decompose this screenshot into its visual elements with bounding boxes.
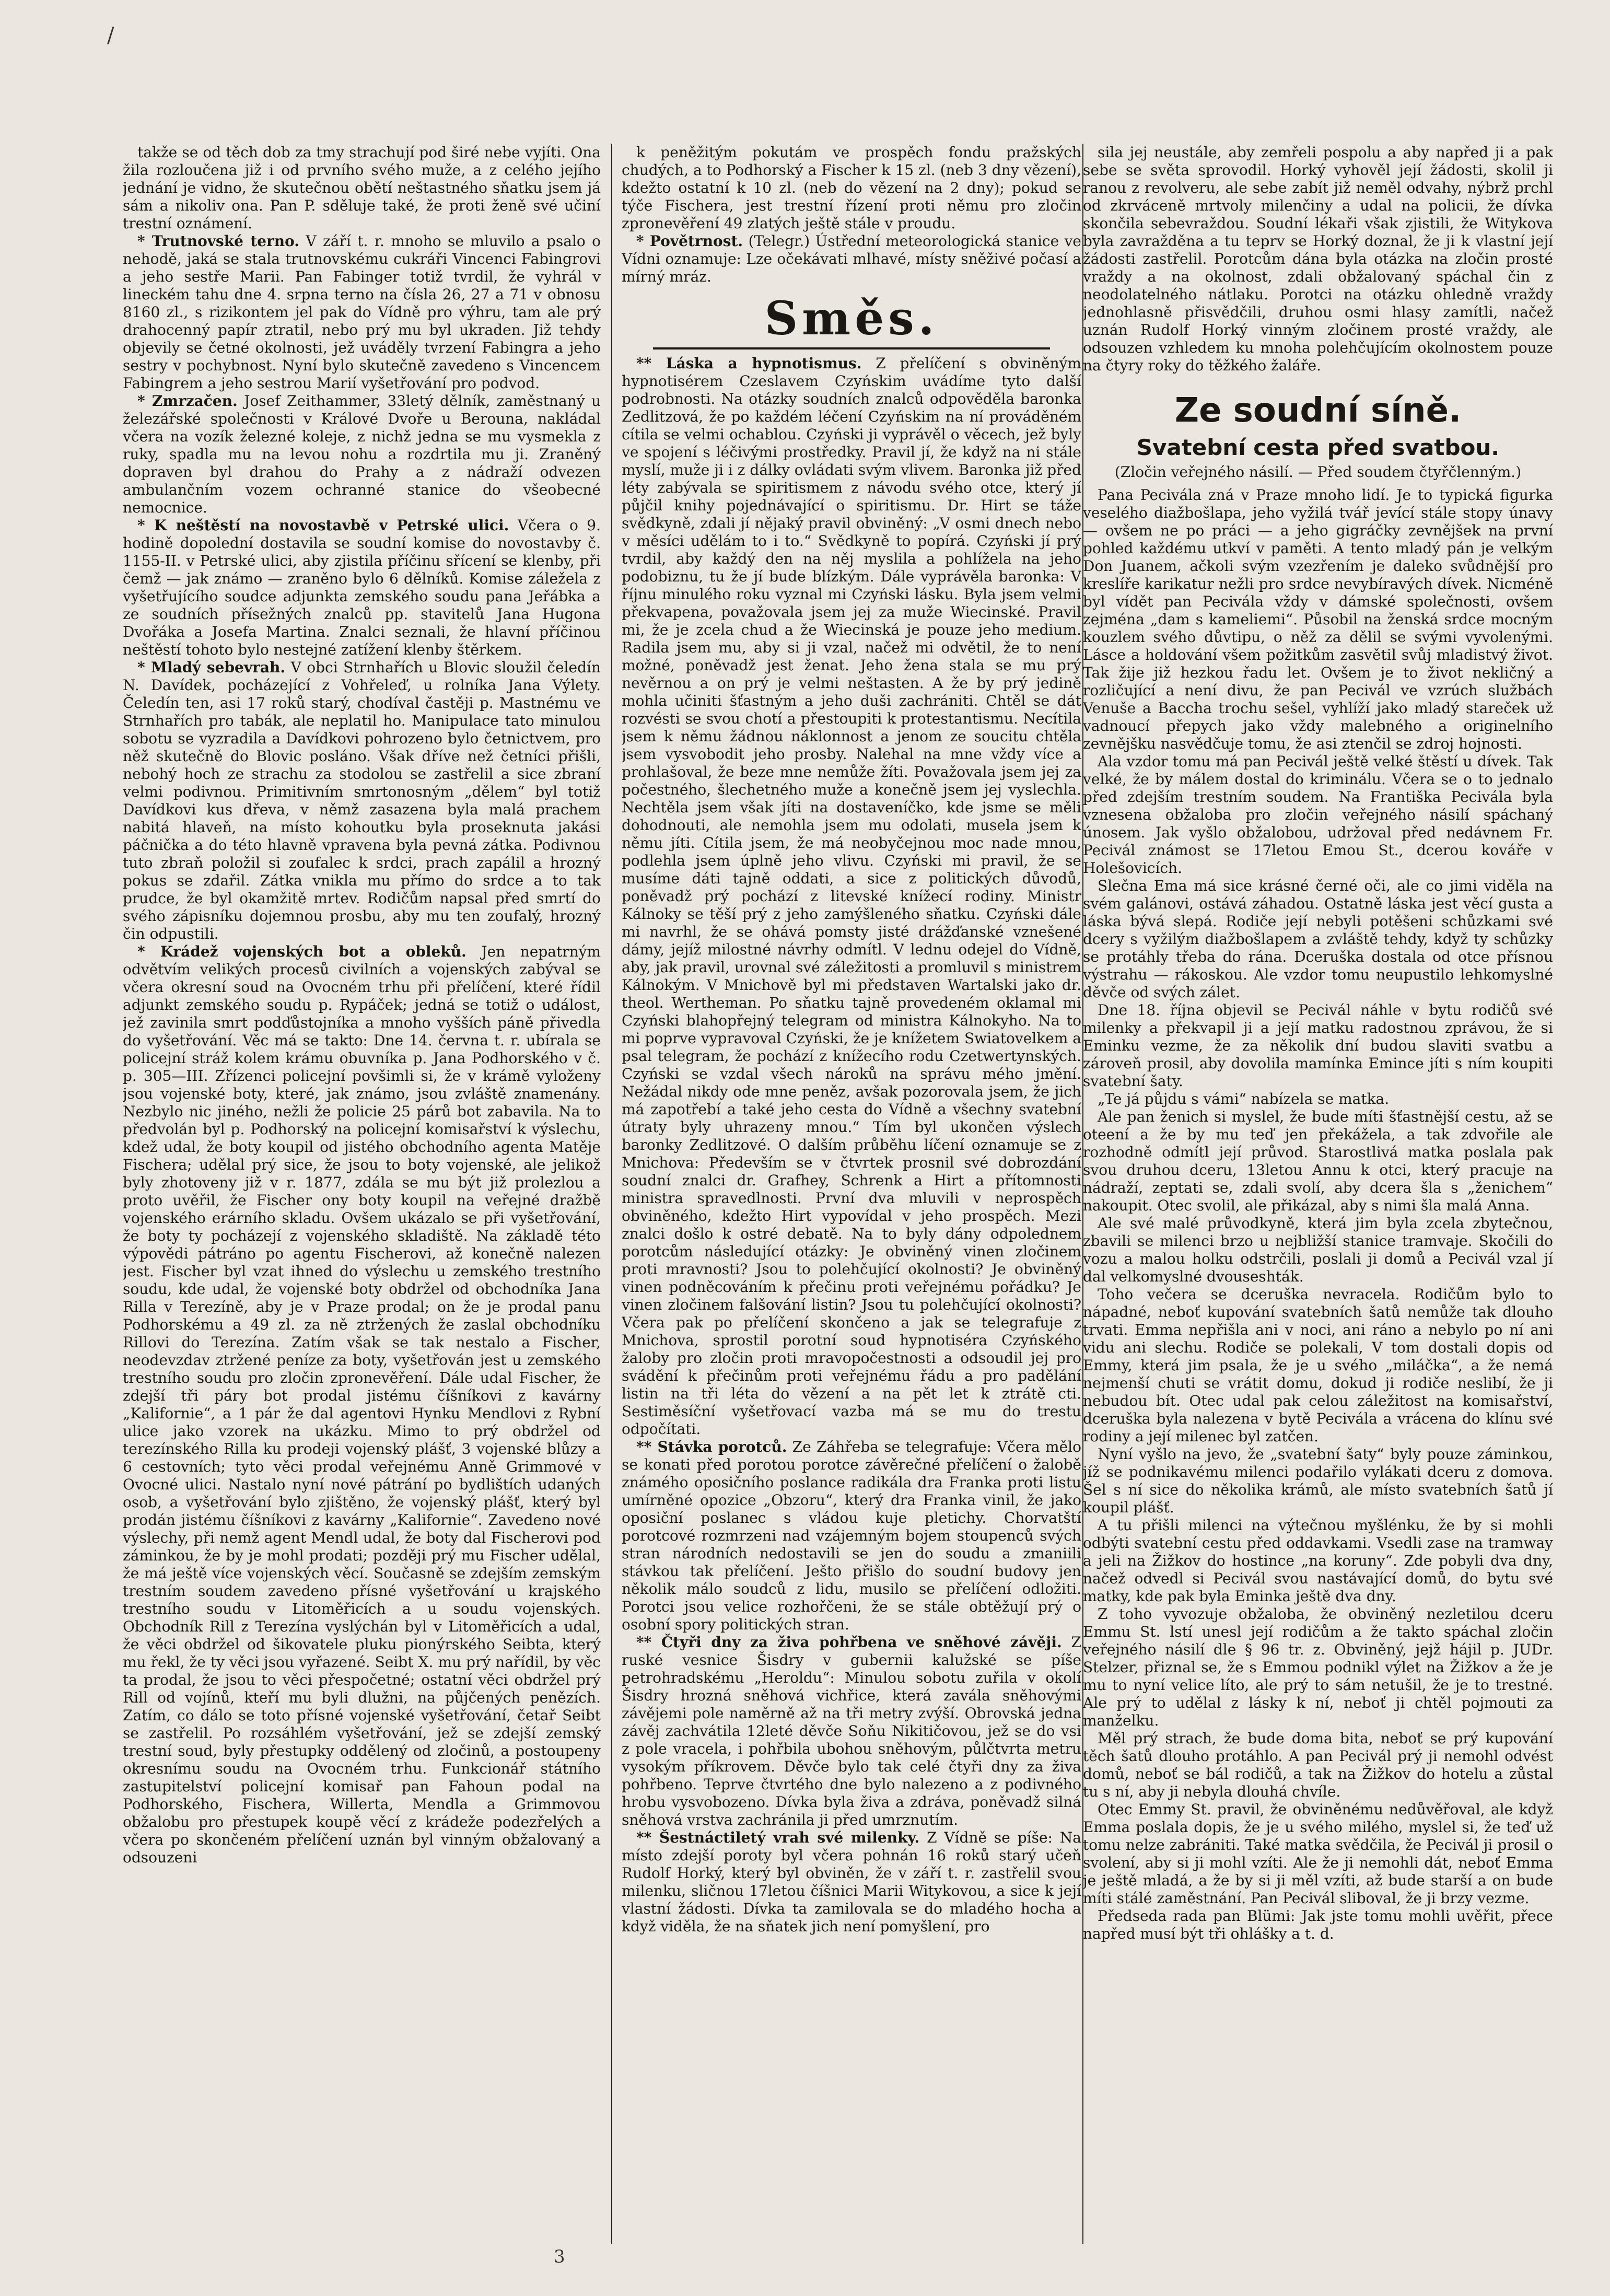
- article-paragraph: [622, 355, 1081, 1438]
- article-text: Z přelíčení s obviněným hypnotisérem Czeslavem Czyńskim uvádíme tyto další podrobnosti. Na otázky soudních znalců odpověděla baronka Zedlitzová, že po každém léčení Czyńskim na ní prováděném cítila se velmi ochablou. Czyński ji vyprávěl o věcech, jež byly ve spojení s léčivými prostředky. Pravil jí, že když na ni stále myslí, muže ji i z dálky ovládati svým vlivem. Baronka již před léty zabývala se spiritismem z návodu svého otce, který jí půjčil knihy pojednávající o spiritismu. Dr. Hirt se táže svědkyně, zdali jí nějaký pravil obviněný: „V osmi dnech nebo v měsíci udělám to i to.“ Svědkyně to popírá. Czyński jí prý tvrdil, aby každý den na něj myslila a pohlížela na jeho podobiznu, tu že jí bude blízkým. Dále vyprávěla baronka: V říjnu minulého roku vyznal mi Czyński lásku. Byla jsem velmi překvapena, považovala jsem jej za muže Wiecinské. Pravil mi, že je zcela chud a že Wiecinská je pouze jeho medium. Radila jsem mu, aby si ji vzal, načež mi odvětil, že to není možné, poněvadž jest ženat. Jeho žena stala se mu prý nevěrnou a on prý je velmi neštasten. A že by prý jedině mohla učiniti šťastným a jeho duši zachrániti. Chtěl se dát rozvésti se svou chotí a přestoupiti k protestantismu. Necítila jsem k němu žádnou náklonnost a jenom ze soucitu chtěla jsem vysvobodit jeho prosby. Nalehal na mne vždy více a prohlašoval, že beze mne nemůže žíti. Považovala jsem jej za počestného, šlechetného muže a konečně jsem jej vyslechla. Nechtěla jsem však jíti na dostaveníčko, kde jsme se měli dohodnouti, ale nemohla jsem mu odolati, musela jsem k němu jíti. Cítila jsem, že má neobyčejnou moc nade mnou, podlehla jsem úplně jeho vlivu. Czyński mi pravil, že se musíme dáti tajně oddati, a sice z politických důvodů, poněvadž prý pochází z litevské knížecí rodiny. Ministr Kálnoky se těší prý z jeho zamýšleného sňatku. Czyński dále mi navrhl, že se ohává pomsty jisté drážďanské vznešené dámy, jejíž milostné návrhy odmítl. V lednu odejel do Vídně, aby, jak pravil, urovnal své záležitosti a promluvil s ministrem Kálnokým. V Mnichově byl mi představen Wartalski jako dr. theol. Wertheman. Po sňatku tajně provedeném oklamal mi Czyński blahopřejný telegram od ministra Kálnokyho. Na to mi poprve vypravoval Czyński, že je knížetem Swiatovelkem a psal telegram, že pochází z knížecího rodu Czetwertynských. Czyński se vzdal všech nároků na správu mého jmění. Nežádal nikdy ode mne peněz, avšak pozorovala jsem, že jich má zapotřebí a také jeho cesta do Vídně a všechny svatební útraty byly uhrazeny mnou.“ Tím byl ukončen výslech baronky Zedlitzové. O dalším průběhu líčení oznamuje se z Mnichova: Především se v čtvrtek prosnil své dobrozdání soudní znalci dr. Grafhey, Schrenk a Hirt a přítomnosti ministra spravedlnosti. První dva mluvili v neprospěch obviněného, kdežto Hirt vypovídal v jeho prospěch. Mezi znalci došlo k ostré debatě. Na to byly dány odpolednem porotcům následující otázky: Je obviněný vinen zločinem proti mravnosti? Jsou to polehčující okolnosti? Je obviněný vinen podněcováním k přečinu proti veřejnému pořádku? Je vinen zločinem falšování listin? Jsou tu polehčující okolnosti? Včera pak po přelíčení skončeno a jak se telegrafuje z Mnichova, sprostil porotní soud hypnotiséra Czyńského žaloby pro zločin proti mravopočestnosti a odsoudil jej pro svádění k přečinům proti veřejnému řádu a pro padělání listin na tři léta do vězení a na pět let k ztrátě cti. Sestiměsíční vyšetřovací vazba má se mu do trestu odpočítati.: [622, 355, 1081, 1438]
- court-article-subtitle: Svatební cesta před svatbou.: [1136, 435, 1500, 460]
- court-section-title: Ze soudní síně.: [1174, 391, 1462, 430]
- column-1: [123, 144, 601, 2244]
- article-paragraph: [1083, 753, 1553, 877]
- article-paragraph: [1083, 877, 1553, 1001]
- article-paragraph: [1083, 1605, 1553, 1730]
- article-headline: ** Šestnáctiletý vrah své milenky.: [636, 1829, 920, 1846]
- column-2: [622, 144, 1081, 2244]
- article-text: Ze Záhřeba se telegrafuje: Včera mělo se konati před porotou porotce závěrečné přelíčení o žalobě známého oposičního poslance radikála dra Franka proti listu umírněné opozice „Obzoru“, který dra Franka vinil, že jako oposiční poslanec s vládou kuje pletichy. Chorvatští porotcové rozmrzeni nad vzájemným bojem stoupenců svých stran národních nedostavili se jen do soudu a zmaniili stávkou tak přelíčení. Ješto přišlo do soudní budovy jen několik málo soudců z lidu, musilo se přelíčení odložiti. Porotci jsou velice rozhořčeni, že se stále obtěžují prý o osobní spory politických stran.: [622, 1438, 1081, 1633]
- article-paragraph: [123, 144, 601, 232]
- article-text: Ale své malé průvodkyně, která jim byla zcela zbytečnou, zbavili se milenci brzo u nejbližší stanice tramvaje. Skočili do vozu a malou holku odstrčili, poslali ji domů a Pecivál vzal jí dal velkomyslné dvouseshták.: [1083, 1215, 1553, 1285]
- column-2-smes-articles: [622, 355, 1081, 1936]
- article-paragraph: [1083, 486, 1553, 753]
- article-paragraph: [1083, 1215, 1553, 1286]
- article-text: Toho večera se dceruška nevracela. Rodičům bylo to nápadné, neboť kupování svatebních šatů nemůže tak dlouho trvati. Emma nepřišla ani v noci, ani ráno a nebylo po ní ani vidu ani slechu. Rodiče se polekali, V tom dostali dopis od Emmy, která jim psala, že je u svého „miláčka“, a že nemá nejmenší chuti se vrátit domu, dokud ji rodiče neslibí, že ji nebudou bít. Otec udal pak celou záležitost na komisařství, dceruška byla nalezena v bytě Pecivála a vrácena do klínu své rodiny a její milenec byl zatčen.: [1083, 1286, 1553, 1445]
- article-text: Slečna Ema má sice krásné černé oči, ale co jimi viděla na svém galánovi, ostává záhadou. Ostatně láska jest věcí gusta a láska bývá slepá. Rodiče její nebyli potěšeni schůzkami své dcery s vyžilým diažbošlapem a zvláště tehdy, když ty schůzky se protáhly třeba do rána. Dceruška dostala od otce přísnou výstrahu — rákoskou. Ale vzdor tomu neupustilo lehkomyslné děvče od svých zálet.: [1083, 877, 1553, 1001]
- article-text: sila jej neustále, aby zemřeli pospolu a aby napřed ji a pak sebe se světa sprovodil. Horký vyhověl její žádosti, skolil ji ranou z revolveru, ale sebe zabít již neměl odvahy, nýbrž prchl od zkrváceně mrtvoly milenčiny a udal na policii, že dívka skončila sebevraždou. Soudní lékaři však zjistili, že Witykova byla zavražděna a tu teprv se Horký doznal, že ji k vlastní její žádosti zastřelil. Porotcům dána byla otázka na zločin prosté vraždy a na okolnost, zdali obžalovaný spáchal čin z neodolatelného nátlaku. Porotci na otázku ohledně vraždy jednohlasně přisvědčili, druhou osmi hlasy zamítli, načež uznán Rudolf Horký vinným zločinem prosté vraždy, ale odsouzen vzhledem ku mnoha polehčujícím okolnostem pouze na čtyry roky do těžkého žaláře.: [1083, 144, 1553, 374]
- article-text: V obci Strnhařích u Blovic sloužil čeledín N. Davídek, pocházející z Vohřeleď, u rolníka Jana Výlety. Čeledín ten, asi 17 roků starý, chodíval častěji p. Mastnému ve Strnhařích pro tabák, ale neplatil ho. Manipulace tato minulou sobotu se vyzradila a Davídkovi pohrozeno bylo četnictvem, pro něž skutečně do Blovic posláno. Však dříve než četníci přišli, nebohý hoch ze strachu za stodolou se zastřelil a sice zbraní velmi podivnou. Primitivním smrtonosným „dělem“ byl totiž Davídkovi kus dřeva, v němž zasazena byla malá prachem nabitá hlaveň, na místo kohoutku byla proseknuta jakási páčnička a do této hlavně vpravena byla pevná zátka. Podivnou tuto zbraň položil si zoufalec k srdci, prach zapálil a hrozný pokus se zdařil. Zátka vnikla mu přímo do srdce a to tak prudce, že byl okamžitě mrtev. Rodičům napsal před smrtí do svého zápisníku dojemnou prosbu, aby mu ten zoufalý, hrozný čin odpustili.: [123, 659, 601, 942]
- article-headline: * K neštěstí na novostavbě v Petrské ulici.: [137, 517, 509, 534]
- page-number: 3: [554, 2246, 567, 2267]
- article-text: takže se od těch dob za tmy strachují pod širé nebe vyjíti. Ona žila rozloučena již i od prvního svého muže, a z celého jejího jednání je vidno, že skutečnou obětí neštastného sňatku jsem já sám a nikoliv ona. Pan P. sděluje také, že proti ženě své učiní trestní oznámení.: [123, 144, 601, 232]
- article-paragraph: [622, 1438, 1081, 1634]
- article-text: Měl prý strach, že bude doma bita, neboť se prý kupování těch šatů dlouho protáhlo. A pan Pecivál prý ji nemohl odvést domů, neboť se bál rodičů, a tak na Žižkov do hotelu a zůstal tu s ní, aby ji nebyla dlouhá chvíle.: [1083, 1730, 1553, 1800]
- article-paragraph: [123, 943, 601, 1867]
- article-paragraph: [1083, 1730, 1553, 1801]
- article-headline: ** Stávka porotců.: [636, 1438, 787, 1455]
- article-text: (Telegr.) Ústřední meteorologická stanice ve Vídni oznamuje: Lze očekávati mlhavé, místy sněživé počasí a mírný mráz.: [622, 232, 1081, 285]
- article-paragraph: [1083, 1801, 1553, 1907]
- article-text: Dne 18. října objevil se Pecivál náhle v bytu rodičů své milenky a překvapil ji a její matku radostnou zprávou, že si Eminku vezme, že za několik dní budou slaviti svatbu a zároveň prosil, aby dovolila mamínka Emince jíti s ním koupiti svatební šaty.: [1083, 1001, 1553, 1090]
- column-divider-1: [611, 144, 612, 2244]
- article-paragraph: [1083, 1517, 1553, 1605]
- article-headline: ** Čtyři dny za živa pohřbena ve sněhové závěji.: [636, 1634, 1062, 1651]
- article-text: k peněžitým pokutám ve prospěch fondu pražských chudých, a to Podhorský a Fischer k 15 zl. (neb 3 dny vězení), kdežto ostatní k 10 zl. (neb do vězení na 2 dny); pokud se týče Fischera, jest trestní řízení proti němu pro zločin zpronevěření 49 zlatých ještě stále v proudu.: [622, 144, 1081, 232]
- article-paragraph: [1083, 1446, 1553, 1517]
- article-text: A tu přišli milenci na výtečnou myšlénku, že by si mohli odbýti svatební cestu před oddavkami. Vsedli zase na tramway a jeli na Žižkov do hostince „na koruny“. Zde pobyli dva dny, načež odvedl si Pecivál svou nastávající domů, do bytu své matky, kde pak byla Eminka ještě dva dny.: [1083, 1517, 1553, 1605]
- article-text: Předseda rada pan Blümi: Jak jste tomu mohli uvěřit, přece napřed musí být tři ohlášky a t. d.: [1083, 1907, 1553, 1942]
- court-article-caption: (Zločin veřejného násilí. — Před soudem čtyřčlenným.): [1114, 463, 1522, 481]
- article-headline: * Povětrnost.: [636, 232, 743, 250]
- article-paragraph: [1083, 1286, 1553, 1446]
- article-paragraph: [123, 392, 601, 517]
- article-text: Včera o 9. hodině dopolední dostavila se soudní komise do novostavby č. 1155-II. v Petrské ulici, aby zjistila příčinu sřícení se klenby, při čemž — jak známo — zraněno bylo 6 dělníků. Komise záležela z vyšetřujícího soudce adjunkta zemského soudu pana Jeřábka a ze soudních přísežných znalců pp. stavitelů Jana Hugona Dvořáka a Josefa Martina. Znalci seznali, že hlavní příčinou neštěstí tohoto bylo nestejné zatížení klenby štěrkem.: [123, 517, 601, 658]
- article-headline: ** Láska a hypnotismus.: [636, 355, 862, 372]
- article-paragraph: [622, 144, 1081, 232]
- article-paragraph: [1083, 1090, 1553, 1108]
- article-paragraph: [123, 232, 601, 392]
- column-2-top-articles: [622, 144, 1081, 286]
- article-paragraph: [1083, 1001, 1553, 1090]
- column-3-court-article: [1083, 486, 1553, 1943]
- column-3-top-article: [1083, 144, 1553, 375]
- article-text: Z ruské vesnice Šisdry v gubernii kalužské se píše petrohradskému „Heroldu“: Minulou sobotu zuřila v okolí Šisdry hrozná sněhová vichřice, která zavála sněhovými závějemi pole naměrně až na tři metry zvýší. Obrovská jedna závěj zachvátila 12leté děvče Soňu Nikitičovou, jež se do vsi z pole vracela, i pohřbila ubohou sněhovým, půlčtvrta metru vysokým příkrovem. Děvče bylo tak celé čtyři dny za živa pohřbeno. Teprve čtvrtého dne bylo nalezeno a z podivného hrobu vysvobozeno. Dívka byla živa a zdráva, poněvadž silná sněhová vrstva zachránila ji před umrznutím.: [622, 1634, 1081, 1828]
- article-paragraph: [622, 1829, 1081, 1936]
- article-text: Jen nepatrným odvětvím velikých procesů civilních a vojenských zabýval se včera okresní soud na Ovocném trhu při přelíčení, které řídil adjunkt zemského soudu p. Rypáček; jedná se totiž o událost, jež zavinila smrt podďůstojníka a mnoho vyšších páně přivedla do vyšetřování. Věc má se takto: Dne 14. června t. r. ubírala se policejní stráž kolem krámu obuvníka p. Jana Podhorského v č. p. 305—III. Zřízenci policejní povšimli si, že v krámě vyloženy jsou vojenské boty, které, jak známo, jsou zvláště znamenány. Nezbylo nic jiného, nežli že policie 25 párů bot zabavila. Na to předvolán byl p. Podhorský na policejní komisařství k výslechu, kdež udal, že boty koupil od jistého obchodního agenta Matěje Fischera; udělal prý sice, že jsou to boty vojenské, ale jelikož byly zhotoveny již v r. 1877, zdála se mu být již prolezlou a proto uvěřil, že Fischer ony boty koupil na veřejné dražbě vojenského erárního skladu. Ovšem ukázalo se při vyšetřování, že boty ty pocházejí z vojenského skladiště. Na základě této výpovědi pátráno po agentu Fischerovi, až konečně nalezen jest. Fischer byl vzat ihned do výslechu u zemského trestního soudu, kde udal, že vojenské boty obdržel od obchodníka Jana Rilla v Terezíně, aby je v Praze prodal; on že je prodal panu Podhorskému a 49 zl. za ně ztržených že zaslal obchodníku Rillovi do Terezína. Zatím však se tak nestalo a Fischer, neodevzdav ztržené peníze za boty, vyšetřován jest u zemského trestního soudu pro zločin zpronevěření. Dále udal Fischer, že zdejší tři páry bot prodal jistému číšníkovi z kavárny „Kalifornie“, a 1 pár že dal agentovi Hynku Mendlovi z Rybní ulice jako vzorek na ukázku. Mimo to prý obdržel od terezínského Rilla ku prodeji vojenský plášť, 3 vojenské blůzy a 6 cestovních; tyto věci prodal veřejnému Anně Grimmové v Ovocné ulici. Nastalo nyní nové pátrání po bydlištích udaných osob, a vyšetřování bylo zjištěno, že vojenský plášť, který byl prodán jistému číšníkovi z kavárny „Kalifornie“. Zavedeno nové výslechy, při nemž agent Mendl udal, že boty dal Fischerovi pod záminkou, že by je mohl prodati; později prý mu Fischer udělal, že má ještě více vojenských věcí. Současně se zdejším zemským trestním soudem zavedeno přísné vyšetřování u krajského trestního soudu v Litoměřicích a u soudu vojenských. Obchodník Rill z Terezína vyslýchán byl v Litoměřicích a udal, že věci obdržel od šikovatele pluku pionýrského Seibta, který mu řekl, že ty věci jsou vyřazené. Seibt X. mu prý nařídil, by věc ta prodal, že jsou to věci přespočetné; ostatní věci obdržel prý Rill od vojínů, kteří mu byli dlužni, na půjčených penězích. Zatím, co dálo se toto přísné vojenské vyšetřování, četař Seibt se zastřelil. Po rozsáhlém vyšetřování, jež se zdejší zemský trestní soud, byly přestupky oddělený od zločinů, a postoupeny okresnímu soudu na Ovocném trhu. Funkcionář státního zastupitelství policejní komisař pan Fahoun podal na Podhorského, Fischera, Willerta, Mendla a Grimmovou obžalobu pro přestupek koupě věcí z krádeže podezřelých a včera po skončeném přelíčení uznán byl vinným obžalovaný a odsouzeni: [123, 943, 601, 1866]
- article-paragraph: [123, 659, 601, 943]
- article-text: Ale pan ženich si myslel, že bude míti šťastnější cestu, až se oteení a že by mu teď jen překážela, a tak zdvořile ale rozhodně odmítl její průvod. Starostlivá matka poslala pak svou druhou dceru, 13letou Annu k otci, který pracuje na nádraží, zeptati se, zdali svolí, aby dcera šla s „ženichem“ nakoupit. Otec svolil, ale přikázal, aby s nimi šla malá Anna.: [1083, 1108, 1553, 1214]
- section-rule: [653, 347, 1050, 349]
- article-headline: * Trutnovské terno.: [137, 232, 300, 250]
- article-text: Ala vzdor tomu má pan Pecivál ještě velké štěstí u dívek. Tak velké, že by málem dostal do kriminálu. Včera se o to jednalo před zdejším trestním soudem. Na Františka Peciválа byla vznesena obžaloba pro zločin veřejného násilí spáchaný únosem. Jak vyšlo obžalobou, udržoval před nedávnem Fr. Pecivál známost se 17letou Emou St., dcerou kováře v Holešovicích.: [1083, 753, 1553, 877]
- article-headline: * Mladý sebevrah.: [137, 659, 286, 676]
- article-paragraph: [1083, 1108, 1553, 1215]
- article-text: V září t. r. mnoho se mluvilo a psalo o nehodě, jaká se stala trutnovskému cukráři Vincenci Fabingrovi a jeho sestře Marii. Pan Fabinger totiž tvrdil, že vyhrál v lineckém tahu dne 4. srpna terno na čísla 26, 27 a 71 v obnosu 8160 zl., s rizikontem jel pak do Vídně pro výhru, tam ale prý drahocenný papír ztratil, nebo prý mu byl ukraden. Již tehdy objevily se četné okolnosti, jež uváděly tvrzení Fabingra a jeho sestry v pochybnost. Nyní bylo skutečně zavedeno s Vincencem Fabingrem a jeho sestrou Marií vyšetřování pro podvod.: [123, 232, 601, 392]
- article-paragraph: [1083, 1907, 1553, 1943]
- article-text: Josef Zeithammer, 33letý dělník, zaměstnaný u železářské společnosti v Králové Dvoře u Berouna, nakládal včera na vozík železné koleje, z nichž jedna se mu vysmekla z ruky, spadla mu na levou nohu a rozdrtila mu ji. Zraněný dopraven byl drahou do Prahy a z nádraží odvezen ambulančním vozem ochranné stanice do všeobecné nemocnice.: [123, 392, 601, 516]
- article-headline: * Krádež vojenských bot a obleků.: [137, 943, 466, 960]
- article-paragraph: [622, 232, 1081, 286]
- article-text: Z Vídně se píše: Na místo zdejší poroty byl včera pohnán 16 roků starý učeň Rudolf Horký, který byl obviněn, že v září t. r. zastřelil svou milenku, sličnou 17letou číšnici Marii Witykovou, a sice k její vlastní žádosti. Dívka ta zamilovala se do mladého hocha a když viděla, že na sňatek jich není pomyšlení, pro: [622, 1829, 1081, 1935]
- article-text: Nyní vyšlo na jevo, že „svatební šaty“ byly pouze záminkou, jíž se podnikavému milenci podařilo vylákati dceru z domova. Šel s ní sice do několika krámů, ale místo svatebních šatů jí koupil plášť.: [1083, 1446, 1553, 1516]
- article-text: Z toho vyvozuje obžaloba, že obviněný nezletilou dceru Emmu St. lstí unesl její rodičům a že takto spáchal zločin veřejného násilí dle § 96 tr. z. Obviněný, jejž hájil p. JUDr. Stelzer, přiznal se, že s Emmou podnikl výlet na Žižkov a že je mu to nyní velice líto, ale prý to sám netušil, že je to trestné. Ale prý to udělal z lásky k ní, neboť ji chtěl pojmouti za manželku.: [1083, 1605, 1553, 1729]
- section-heading-smes: Směs.: [764, 291, 939, 345]
- corner-mark: /: [107, 24, 114, 48]
- article-paragraph: [123, 517, 601, 659]
- article-text: Otec Emmy St. pravil, že obviněnému nedůvěřoval, ale když Emma poslala dopis, že je u svého milého, myslel si, že teď už tomu nelze zabrániti. Také matka svědčila, že Pecivál ji prosil o svolení, aby si ji mohl vzíti. Ale že ji nemohli dát, neboť Emma je ještě mladá, a že by si ji měl vzíti, až bude starší a on bude míti stálé zaměstnání. Pan Pecivál sliboval, že ji brzy vezme.: [1083, 1801, 1553, 1907]
- article-paragraph: [1083, 144, 1553, 375]
- article-text: „Te já půjdu s vámi“ nabízela se matka.: [1098, 1090, 1390, 1108]
- article-text: Pana Peciválа zná v Praze mnoho lidí. Je to typická figurka veselého diažbošlapa, jeho vyžilá tvář jevící stále stopy únavy — ovšem ne po práci — a jeho gigráčky zevnějšek na první pohled každému utkví v paměti. A tento mladý pán je velkým Don Juanem, ačkoli svým vzezřením je daleko svůdnější pro kreslíře karikatur nežli pro srdce nevybíravých dívek. Nicméně byl vídět pan Pecivála vždy v dámské společnosti, ovšem zejména „dam s kameliemi“. Působil na ženská srdce mocným kouzlem svého důvtipu, o něž za dělil se svými vyvolenými. Lásce a holdování všem požitkům zasvětil svůj mladistvý život. Tak žije již hezkou řadu let. Ovšem je to život nekličný a rozličující a není divu, že pan Pecivál ve vzrúch službách Venuše a Baccha trochu sešel, vyhlíží jako mladý stareček už vadnoucí přepych jako vždy malebného a originelního zevnějšku nasvědčuje tomu, že asi ztenčil se zdroj hojnosti.: [1083, 486, 1553, 752]
- column-3: [1083, 144, 1553, 2244]
- article-paragraph: [622, 1634, 1081, 1829]
- article-headline: * Zmrzačen.: [137, 392, 238, 410]
